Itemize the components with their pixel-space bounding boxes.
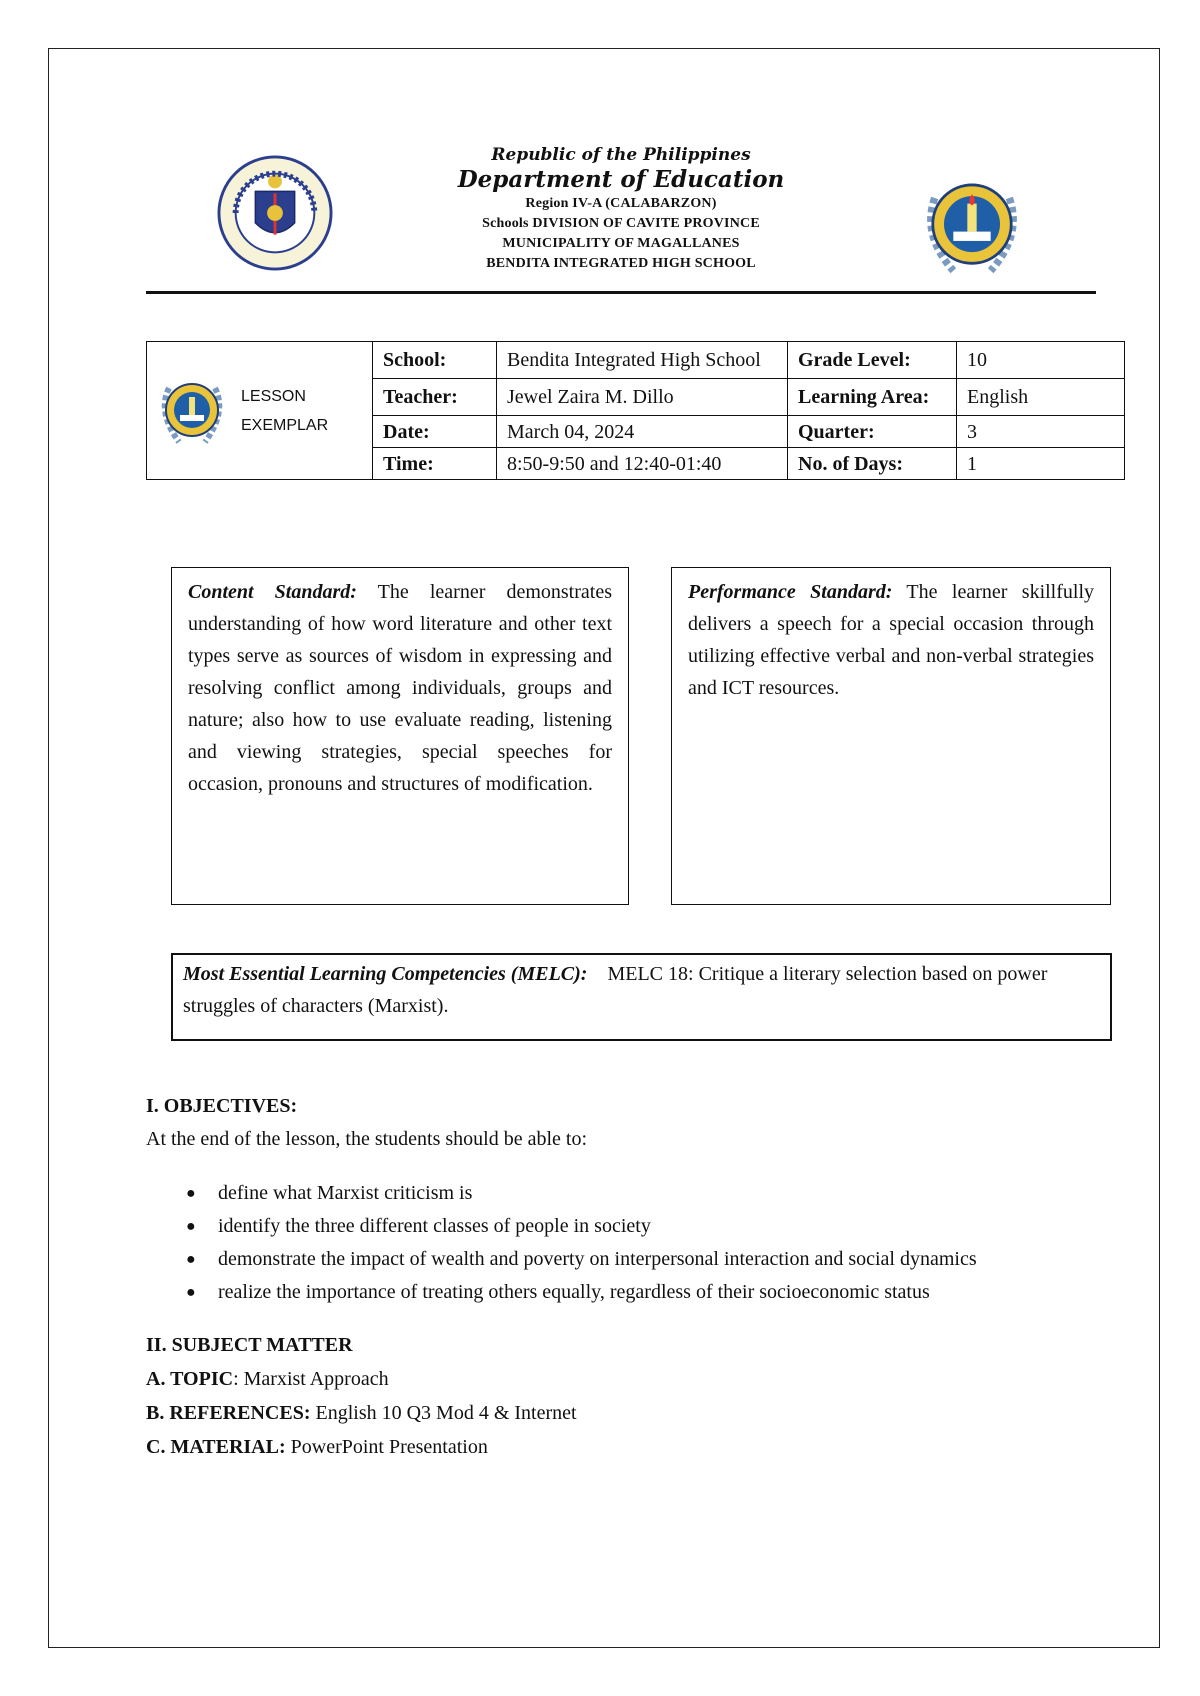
list-item: ● demonstrate the impact of wealth and poverty on interpersonal interaction and social dynamics	[146, 1244, 1106, 1275]
references-line	[146, 1396, 1106, 1430]
header-republic: Republic of the Philippines	[491, 145, 751, 165]
header-department: Department of Education	[457, 166, 785, 193]
exemplar-cell	[147, 342, 373, 480]
days-label: No. of Days:	[788, 448, 957, 480]
time-label: Time:	[373, 448, 497, 480]
date-value: March 04, 2024	[497, 416, 788, 448]
references-label: B. REFERENCES:	[146, 1402, 311, 1424]
topic-value: : Marxist Approach	[233, 1368, 389, 1390]
performance-standard-title: Performance Standard:	[688, 581, 893, 603]
teacher-label: Teacher:	[373, 379, 497, 416]
material-value: PowerPoint Presentation	[285, 1436, 488, 1458]
melc-text: MELC 18: Critique a literary selection based on power struggles of characters (Marxist).	[183, 963, 1048, 1017]
performance-standard-text: The learner skillfully delivers a speech for a special occasion through utilizing effective verbal and non-verbal strategies and ICT resources.	[688, 581, 1095, 699]
melc-title: Most Essential Learning Competencies (MELC):	[183, 963, 588, 985]
bullet-icon: ●	[186, 1218, 196, 1235]
topic-line	[146, 1362, 1106, 1396]
list-item: ● realize the importance of treating others equally, regardless of their socioeconomic status	[146, 1277, 1106, 1308]
grade-level-label: Grade Level:	[788, 342, 957, 379]
quarter-label: Quarter:	[788, 416, 957, 448]
date-label: Date:	[373, 416, 497, 448]
objectives-list	[146, 1178, 1106, 1308]
header-municipality: MUNICIPALITY OF MAGALLANES	[502, 236, 740, 251]
header-region: Region IV-A (CALABARZON)	[525, 196, 717, 211]
grade-level-value: 10	[957, 342, 1125, 379]
letterhead	[146, 140, 1096, 290]
teacher-value: Jewel Zaira M. Dillo	[497, 379, 788, 416]
learning-area-label: Learning Area:	[788, 379, 957, 416]
exemplar-label-line1: LESSON	[241, 387, 306, 405]
header-rule	[146, 291, 1096, 294]
content-standard-title: Content Standard:	[188, 581, 357, 603]
subject-matter-title: II. SUBJECT MATTER	[146, 1334, 353, 1356]
list-item: ● identify the three different classes of people in society	[146, 1211, 1106, 1242]
learning-area-value: English	[957, 379, 1125, 416]
content-standard-text: The learner demonstrates understanding of how word literature and other text types serve as sources of wisdom in expressing and resolving conflict among individuals, groups and nature; also how to use evaluate reading, listening and viewing strategies, special speeches for occasion, pronouns and structures of modification.	[188, 581, 612, 795]
objectives-intro: At the end of the lesson, the students should be able to:	[146, 1128, 588, 1150]
lesson-body	[146, 1090, 1106, 1464]
bullet-icon: ●	[186, 1284, 196, 1301]
time-value: 8:50-9:50 and 12:40-01:40	[497, 448, 788, 480]
list-item: ● define what Marxist criticism is	[146, 1178, 1106, 1209]
objectives-title: I. OBJECTIVES:	[146, 1095, 298, 1117]
melc-box	[171, 953, 1112, 1041]
bullet-icon: ●	[186, 1251, 196, 1268]
school-logo-icon	[157, 372, 227, 450]
lesson-info-table	[146, 341, 1125, 480]
references-value: English 10 Q3 Mod 4 & Internet	[310, 1402, 577, 1424]
days-value: 1	[957, 448, 1125, 480]
header-division: Schools DIVISION OF CAVITE PROVINCE	[482, 216, 760, 231]
quarter-value: 3	[957, 416, 1125, 448]
exemplar-label-line2: EXEMPLAR	[241, 416, 329, 434]
bihs-school-seal-icon	[916, 170, 1028, 282]
bullet-icon: ●	[186, 1185, 196, 1202]
school-value: Bendita Integrated High School	[497, 342, 788, 379]
school-label: School:	[373, 342, 497, 379]
subject-matter	[146, 1328, 1106, 1464]
material-line	[146, 1430, 1106, 1464]
material-label: C. MATERIAL:	[146, 1436, 286, 1458]
content-standard-box	[171, 567, 629, 905]
topic-label: A. TOPIC	[146, 1368, 234, 1390]
performance-standard-box	[671, 567, 1111, 905]
header-school: BENDITA INTEGRATED HIGH SCHOOL	[486, 256, 756, 271]
